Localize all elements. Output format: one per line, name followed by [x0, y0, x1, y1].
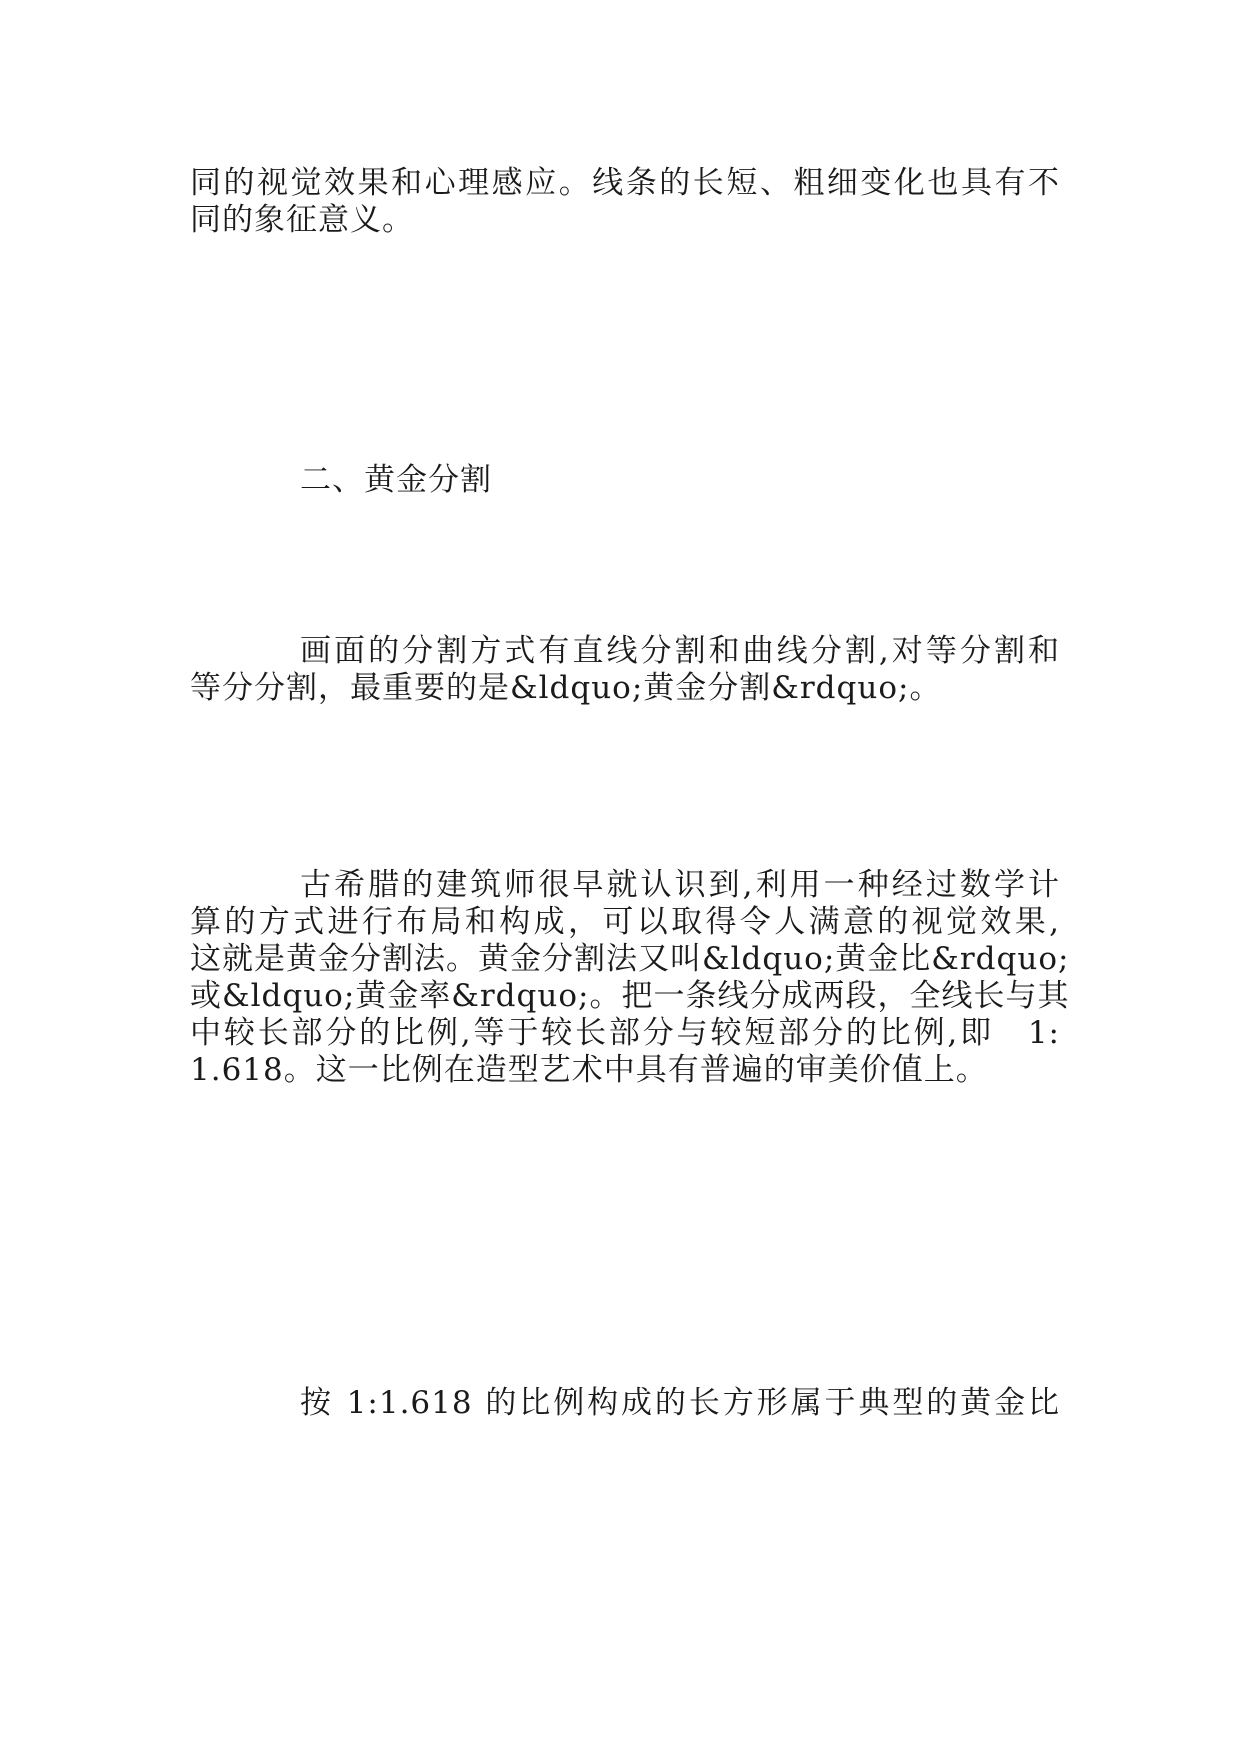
- paragraph-3-line-5: 中较长部分的比例,等于较长部分与较短部分的比例,即 1:: [190, 1015, 1060, 1051]
- paragraph-3-line-2: 算的方式进行布局和构成，可以取得令人满意的视觉效果,: [190, 904, 1060, 940]
- paragraph-1-line-2: 同的象征意义。: [190, 202, 414, 238]
- paragraph-2-line-1: 画面的分割方式有直线分割和曲线分割,对等分割和: [300, 633, 1060, 669]
- paragraph-3-line-4: 或&ldquo;黄金率&rdquo;。把一条线分成两段，全线长与其: [190, 978, 1070, 1014]
- paragraph-2-line-2: 等分分割，最重要的是&ldquo;黄金分割&rdquo;。: [190, 670, 942, 706]
- paragraph-3-line-1: 古希腊的建筑师很早就认识到,利用一种经过数学计: [300, 867, 1060, 903]
- paragraph-3-line-6: 1.618。这一比例在造型艺术中具有普遍的审美价值上。: [190, 1052, 988, 1088]
- paragraph-3-line-3: 这就是黄金分割法。黄金分割法又叫&ldquo;黄金比&rdquo;: [190, 941, 1070, 977]
- paragraph-1-line-1: 同的视觉效果和心理感应。线条的长短、粗细变化也具有不: [190, 165, 1060, 201]
- paragraph-4-line-1: 按 1:1.618 的比例构成的长方形属于典型的黄金比: [300, 1385, 1060, 1421]
- section-heading: 二、黄金分割: [300, 462, 492, 498]
